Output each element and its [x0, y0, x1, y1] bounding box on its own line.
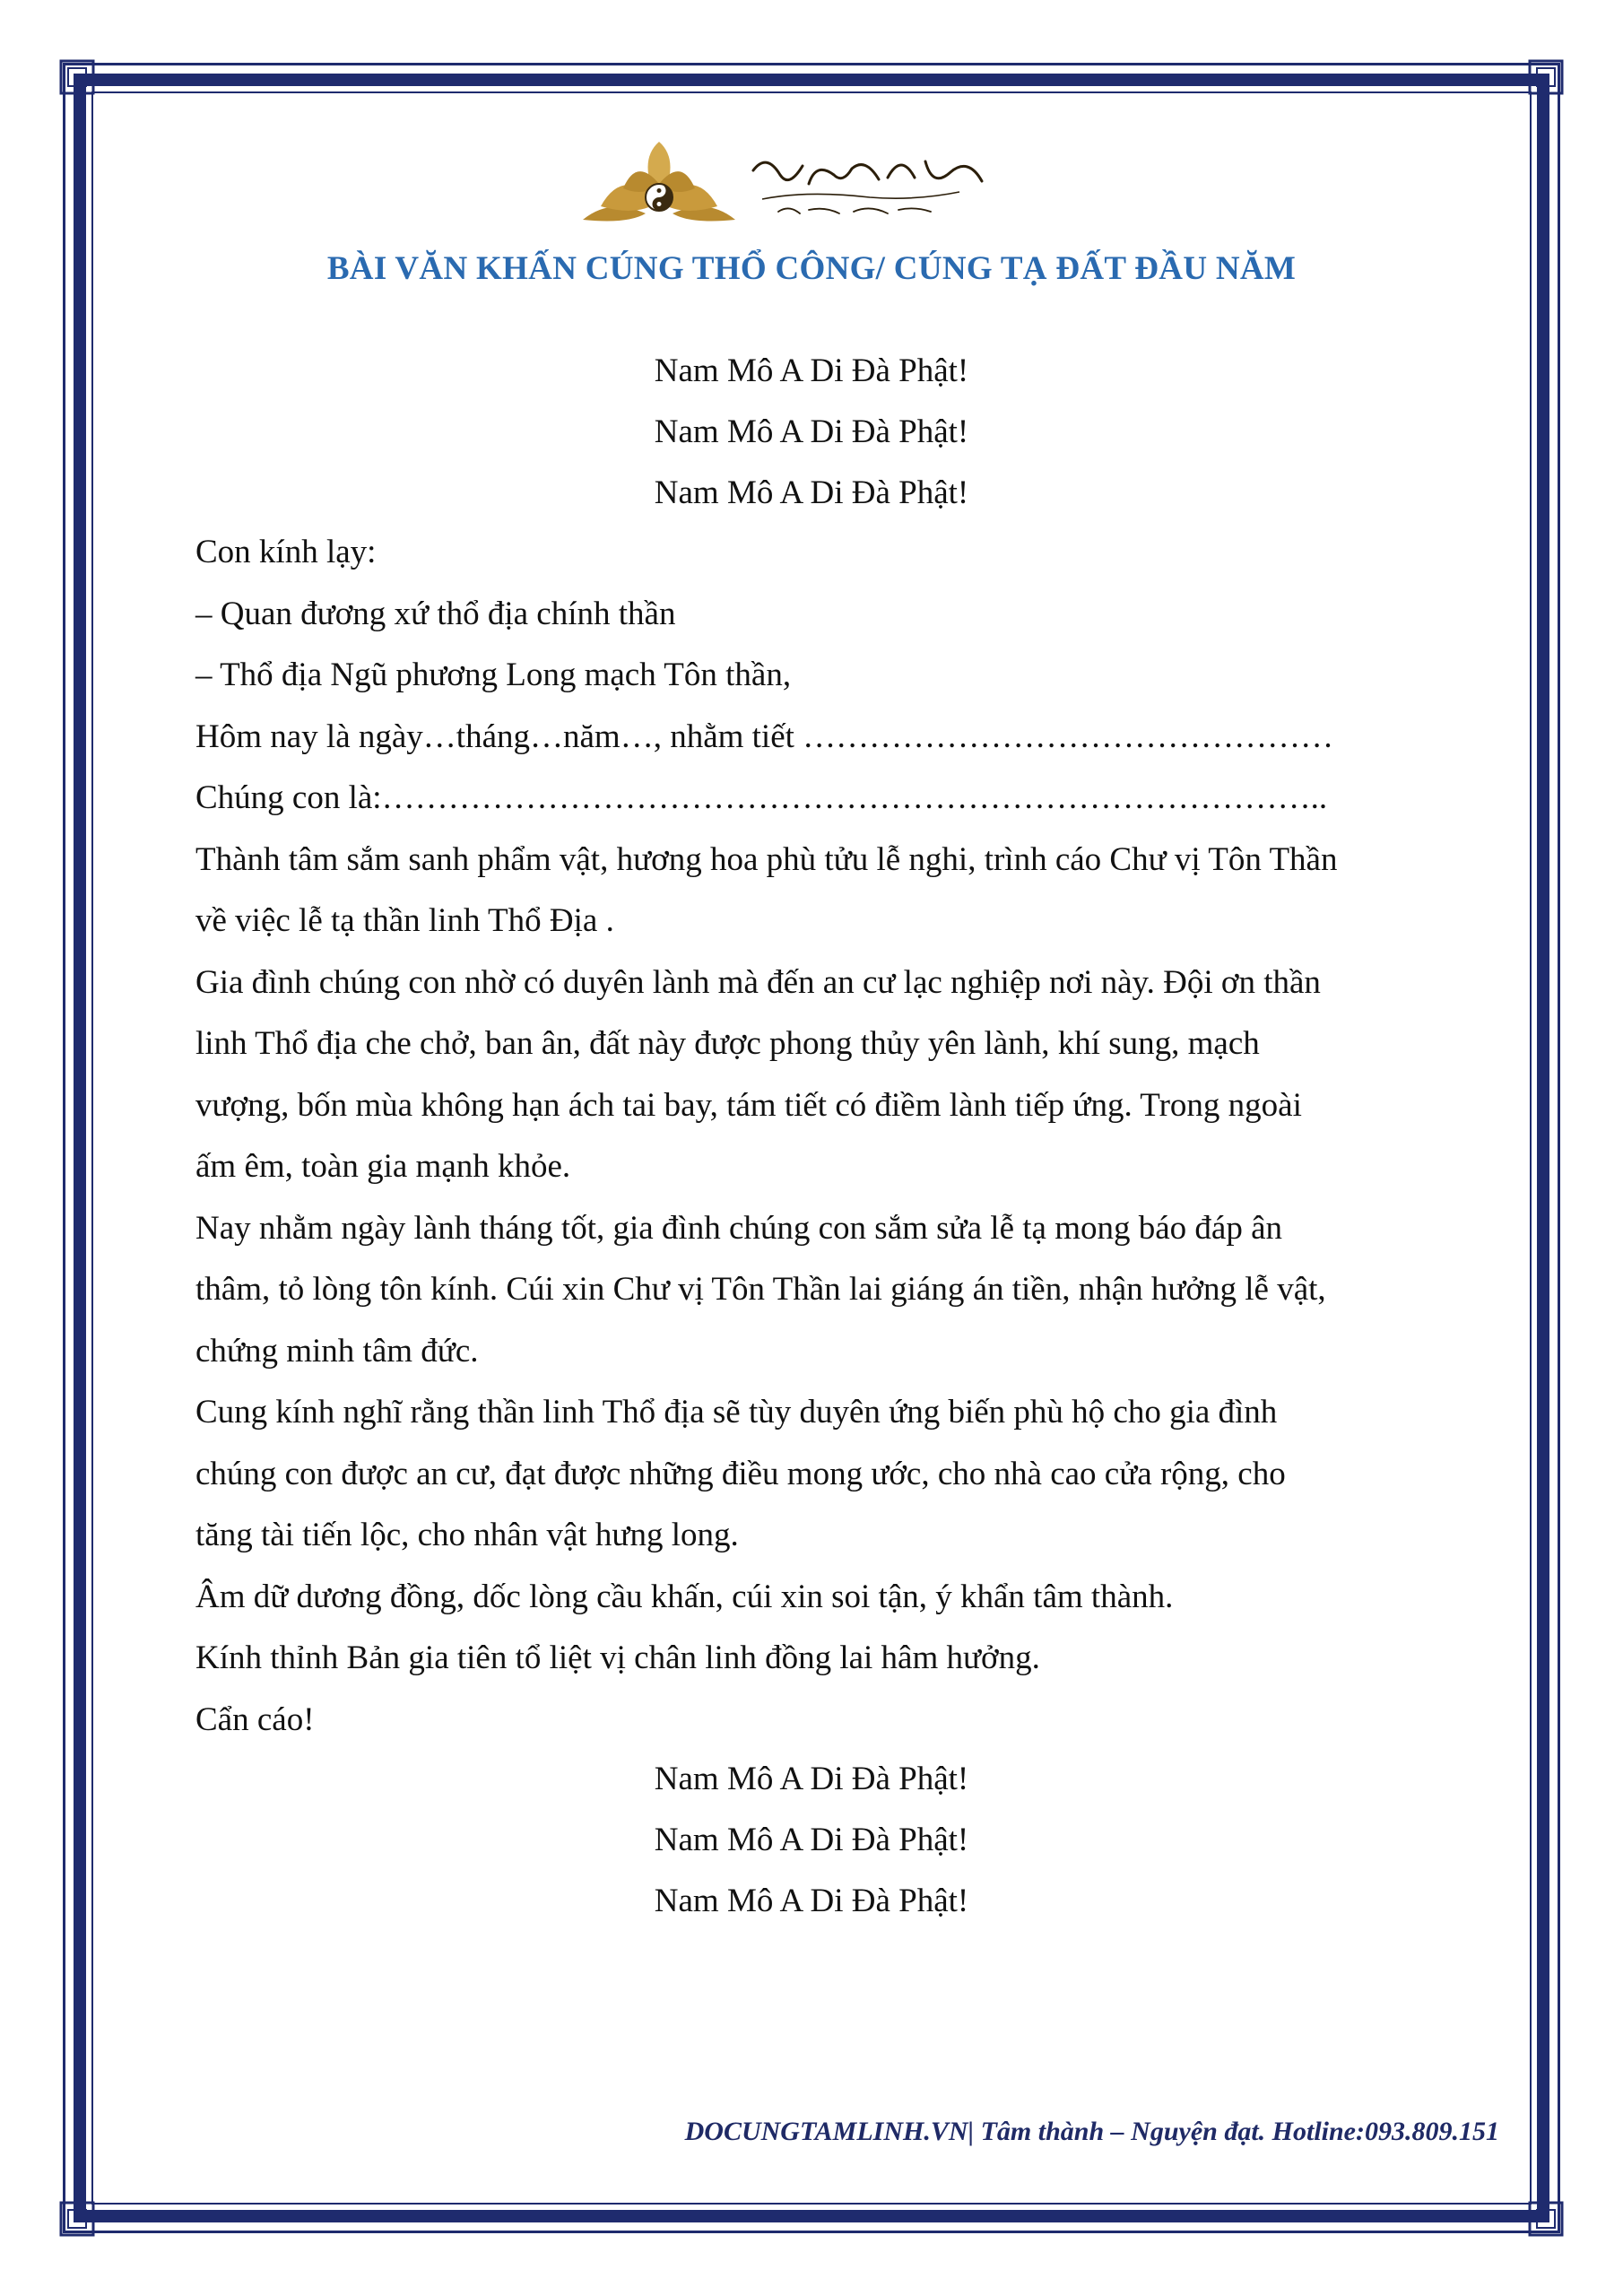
body-line: Kính thỉnh Bản gia tiên tổ liệt vị chân linh đồng lai hâm hưởng. — [195, 1639, 1040, 1676]
body-line: Cung kính nghĩ rằng thần linh Thổ địa sẽ tùy duyên ứng biến phù hộ cho gia đình — [195, 1394, 1278, 1431]
lotus-logo-icon — [574, 135, 1004, 233]
body-line: Thành tâm sắm sanh phẩm vật, hương hoa phù tửu lễ nghi, trình cáo Chư vị Tôn Thần — [195, 840, 1338, 878]
body-line: – Quan đương xứ thổ địa chính thần — [195, 595, 676, 632]
frame-corner-ornament — [1528, 2201, 1564, 2237]
body-line: linh Thổ địa che chở, ban ân, đất này được phong thủy yên lành, khí sung, mạch — [195, 1025, 1260, 1062]
frame-corner-ornament — [59, 59, 95, 95]
body-line: Cẩn cáo! — [195, 1700, 315, 1738]
body-line: Con kính lạy: — [195, 534, 377, 570]
closing-invocation: Nam Mô A Di Đà Phật! — [654, 1822, 969, 1858]
prayer-body — [195, 522, 1451, 1751]
body-line: Chúng con là:………………………………………………………………………….. — [195, 779, 1328, 816]
body-line: Gia đình chúng con nhờ có duyên lành mà đến an cư lạc nghiệp nơi này. Đội ơn thần — [195, 963, 1321, 1001]
footer-contact: DOCUNGTAMLINH.VN| Tâm thành – Nguyện đạt. Hotline:093.809.151 — [684, 2117, 1499, 2146]
frame-corner-ornament — [1528, 59, 1564, 95]
body-line: Nay nhằm ngày lành tháng tốt, gia đình chúng con sắm sửa lễ tạ mong báo đáp ân — [195, 1209, 1282, 1247]
frame-corner-ornament — [59, 2201, 95, 2237]
body-line: chúng con được an cư, đạt được những điều mong ước, cho nhà cao cửa rộng, cho — [195, 1455, 1286, 1492]
opening-invocation: Nam Mô A Di Đà Phật! — [654, 352, 969, 389]
body-line: ấm êm, toàn gia mạnh khỏe. — [195, 1148, 571, 1185]
brand-logo — [574, 135, 1004, 233]
page-title: BÀI VĂN KHẤN CÚNG THỔ CÔNG/ CÚNG TẠ ĐẤT ĐẦU NĂM — [326, 250, 1297, 287]
body-line: thâm, tỏ lòng tôn kính. Cúi xin Chư vị Tôn Thần lai giáng án tiền, nhận hưởng lễ vật, — [195, 1271, 1326, 1308]
body-line: tăng tài tiến lộc, cho nhân vật hưng long. — [195, 1517, 739, 1553]
body-line: – Thổ địa Ngũ phương Long mạch Tôn thần, — [195, 657, 792, 693]
closing-invocation: Nam Mô A Di Đà Phật! — [654, 1883, 969, 1919]
opening-invocation: Nam Mô A Di Đà Phật! — [654, 413, 969, 450]
opening-invocation: Nam Mô A Di Đà Phật! — [654, 474, 969, 511]
body-line: Âm dữ dương đồng, dốc lòng cầu khấn, cúi xin soi tận, ý khẩn tâm thành. — [195, 1578, 1174, 1615]
body-line: chứng minh tâm đức. — [195, 1332, 479, 1370]
body-line: về việc lễ tạ thần linh Thổ Địa . — [195, 902, 614, 939]
body-line: Hôm nay là ngày…tháng…năm…, nhằm tiết ………………………………………… — [195, 718, 1334, 755]
closing-invocation: Nam Mô A Di Đà Phật! — [654, 1761, 969, 1797]
body-line: vượng, bốn mùa không hạn ách tai bay, tám tiết có điềm lành tiếp ứng. Trong ngoài — [195, 1086, 1302, 1124]
